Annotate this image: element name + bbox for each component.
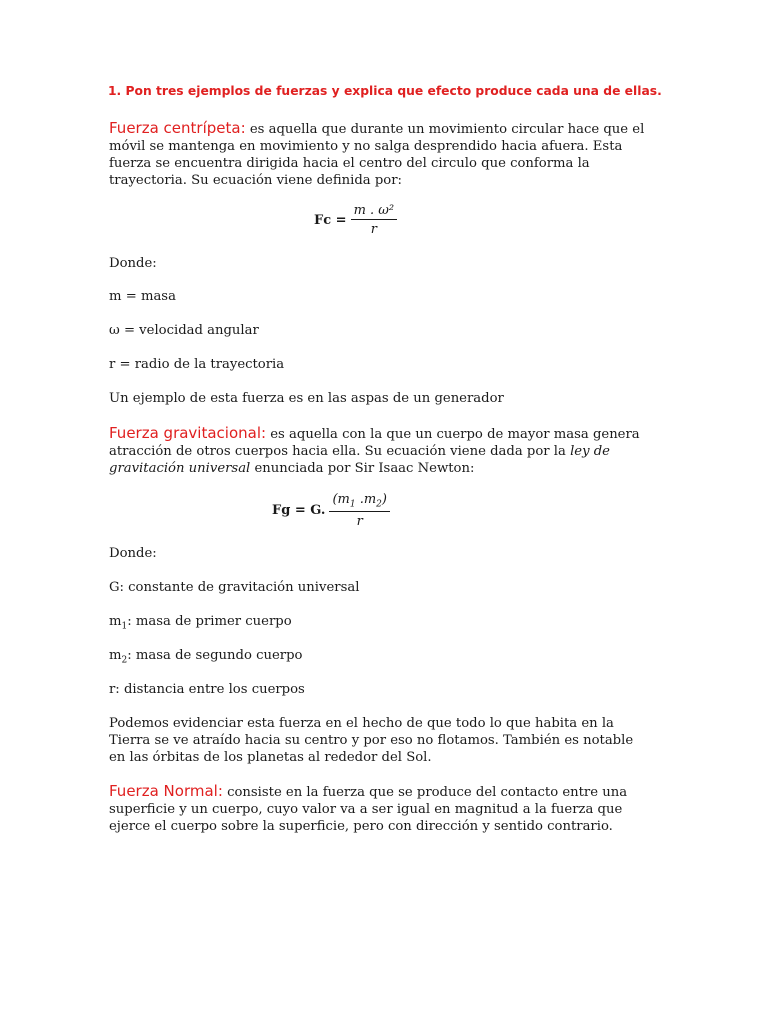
centripeta-text: es aquella que durante un movimiento circular hace que el móvil se mantenga en movimiento y no salga desprendido hacia afuera. Esta fuerza se encuentra dirigida hacia el centro del circulo que conforma la trayectoria. Su ecuación viene definida por:: [109, 122, 645, 188]
gravitacional-def-g: G: constante de gravitación universal: [109, 580, 360, 595]
centripetal-eq-numerator: m . ω²: [351, 203, 398, 220]
gravitacional-text-a: es aquella con la que un cuerpo de mayor masa genera atracción de otros cuerpos hacia ella. Su ecuación viene dada por la: [109, 427, 640, 459]
m2-rest: : masa de segundo cuerpo: [127, 648, 303, 663]
gravitacional-law-name: ley de gravitación universal: [109, 444, 610, 476]
gravitacional-def-m2: [109, 648, 302, 666]
m2-base: m: [109, 648, 122, 663]
gravitational-eq-numerator: [329, 492, 390, 512]
centripeta-donde: Donde:: [109, 256, 157, 271]
centripeta-paragraph: [109, 120, 649, 189]
gravitational-equation: [272, 492, 390, 529]
grav-num-close: ): [381, 492, 387, 507]
grav-num-sub2: 2: [376, 499, 382, 510]
m1-rest: : masa de primer cuerpo: [127, 614, 292, 629]
centripeta-example: Un ejemplo de esta fuerza es en las aspas de un generador: [109, 391, 504, 406]
m2-sub: 2: [121, 655, 128, 666]
normal-paragraph: [109, 783, 649, 835]
gravitacional-paragraph: [109, 425, 649, 477]
gravitacional-text-b: enunciada por Sir Isaac Newton:: [250, 461, 475, 476]
gravitational-eq-fraction: [329, 492, 390, 529]
gravitacional-donde: Donde:: [109, 546, 157, 561]
m1-base: m: [109, 614, 122, 629]
centripetal-eq-lhs: Fc =: [314, 212, 347, 228]
gravitacional-example: Podemos evidenciar esta fuerza en el hecho de que todo lo que habita en la Tierra se ve atraído hacia su centro y por eso no flotamos. También es notable en las órbitas de los planetas al rededor del Sol.: [109, 716, 634, 765]
centripeta-heading: Fuerza centrípeta:: [109, 119, 246, 137]
gravitational-eq-denominator: r: [356, 513, 363, 529]
gravitacional-def-m1: [109, 614, 292, 632]
centripetal-eq-fraction: [351, 203, 398, 237]
gravitacional-heading: Fuerza gravitacional:: [109, 424, 267, 442]
centripetal-eq-denominator: r: [370, 222, 377, 237]
grav-num-open: (m: [332, 492, 350, 507]
normal-text: consiste en la fuerza que se produce del contacto entre una superficie y un cuerpo, cuyo valor va a ser igual en magnitud a la fuerza que ejerce el cuerpo sobre la superficie, pero con dirección y sentido contrario.: [109, 785, 628, 834]
centripetal-equation: [314, 203, 397, 237]
grav-num-sub1: 1: [349, 499, 356, 510]
normal-heading: Fuerza Normal:: [109, 782, 223, 800]
grav-num-mid: .m: [355, 492, 377, 507]
gravitational-eq-lhs: Fg = G.: [272, 502, 326, 518]
centripeta-def-w: ω = velocidad angular: [109, 323, 259, 338]
gravitacional-def-r: r: distancia entre los cuerpos: [109, 682, 305, 697]
centripeta-def-r: r = radio de la trayectoria: [109, 357, 285, 372]
question-heading: 1. Pon tres ejemplos de fuerzas y explica que efecto produce cada una de ellas.: [108, 84, 662, 98]
m1-sub: 1: [121, 621, 128, 632]
centripeta-def-m: m = masa: [109, 289, 176, 304]
